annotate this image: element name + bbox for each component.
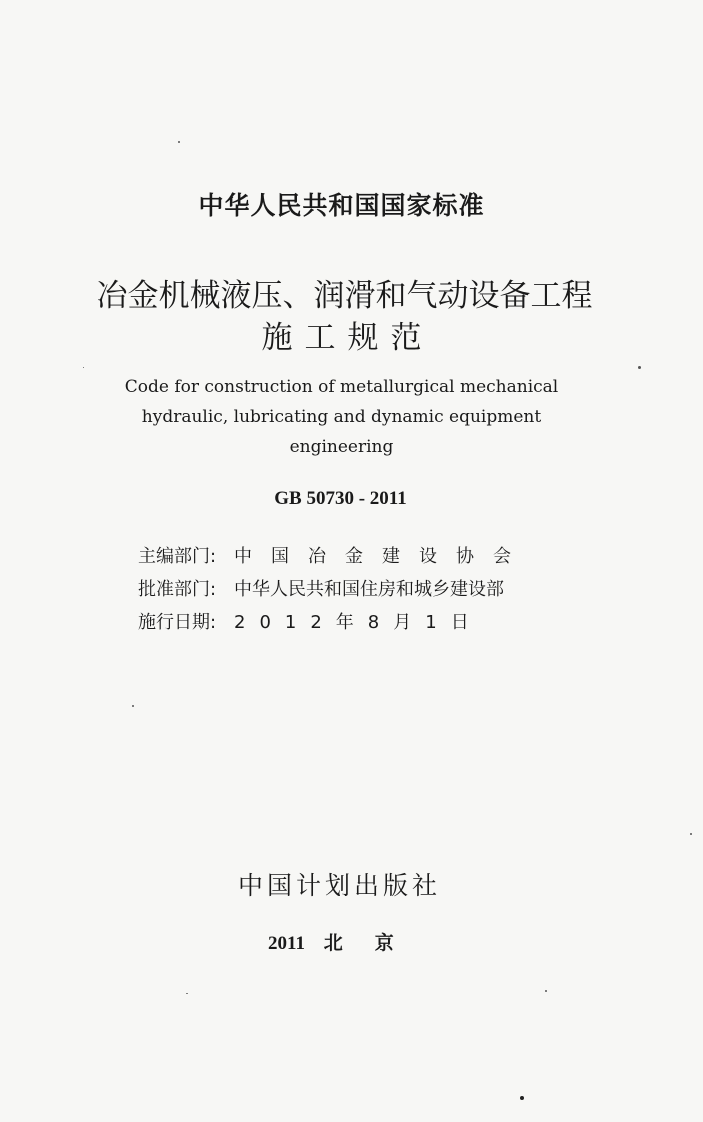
- editor-value: 中国冶金建设协会: [234, 546, 530, 567]
- effective-date-label: 施行日期:: [138, 612, 217, 633]
- scan-speck: [132, 705, 134, 707]
- scan-speck: [186, 993, 188, 994]
- effective-date-row: [138, 606, 530, 639]
- scan-speck: [638, 366, 641, 369]
- scan-speck: [545, 990, 547, 992]
- english-title-line-2: hydraulic, lubricating and dynamic equipment: [141, 407, 542, 427]
- publication-year: 2011: [268, 933, 305, 954]
- english-title-line-1: Code for construction of metallurgical mechanical: [124, 377, 559, 397]
- english-title: [0, 372, 693, 462]
- scan-speck: [690, 833, 692, 835]
- editor-label: 主编部门:: [138, 546, 217, 567]
- approver-label: 批准部门:: [138, 579, 217, 600]
- effective-date-value: 2012年8月1日: [234, 612, 483, 633]
- publication-place-year: [268, 928, 426, 955]
- publisher-name: 中国计划出版社: [237, 871, 441, 900]
- scan-speck: [83, 367, 84, 368]
- english-title-line-3: engineering: [289, 437, 394, 457]
- editor-row: [138, 540, 530, 573]
- standard-number: GB 50730 - 2011: [274, 488, 407, 509]
- scan-speck: [520, 1096, 524, 1100]
- publication-info: [138, 540, 530, 639]
- scan-speck: [178, 141, 180, 143]
- approver-row: [138, 573, 530, 606]
- chinese-title-line-2: 施工规范: [261, 320, 434, 356]
- approver-value: 中华人民共和国住房和城乡建设部: [234, 579, 504, 600]
- national-standard-heading: 中华人民共和国国家标准: [198, 191, 485, 220]
- publication-city: 北京: [323, 932, 426, 954]
- chinese-title-line-1: 冶金机械液压、润滑和气动设备工程: [96, 278, 593, 314]
